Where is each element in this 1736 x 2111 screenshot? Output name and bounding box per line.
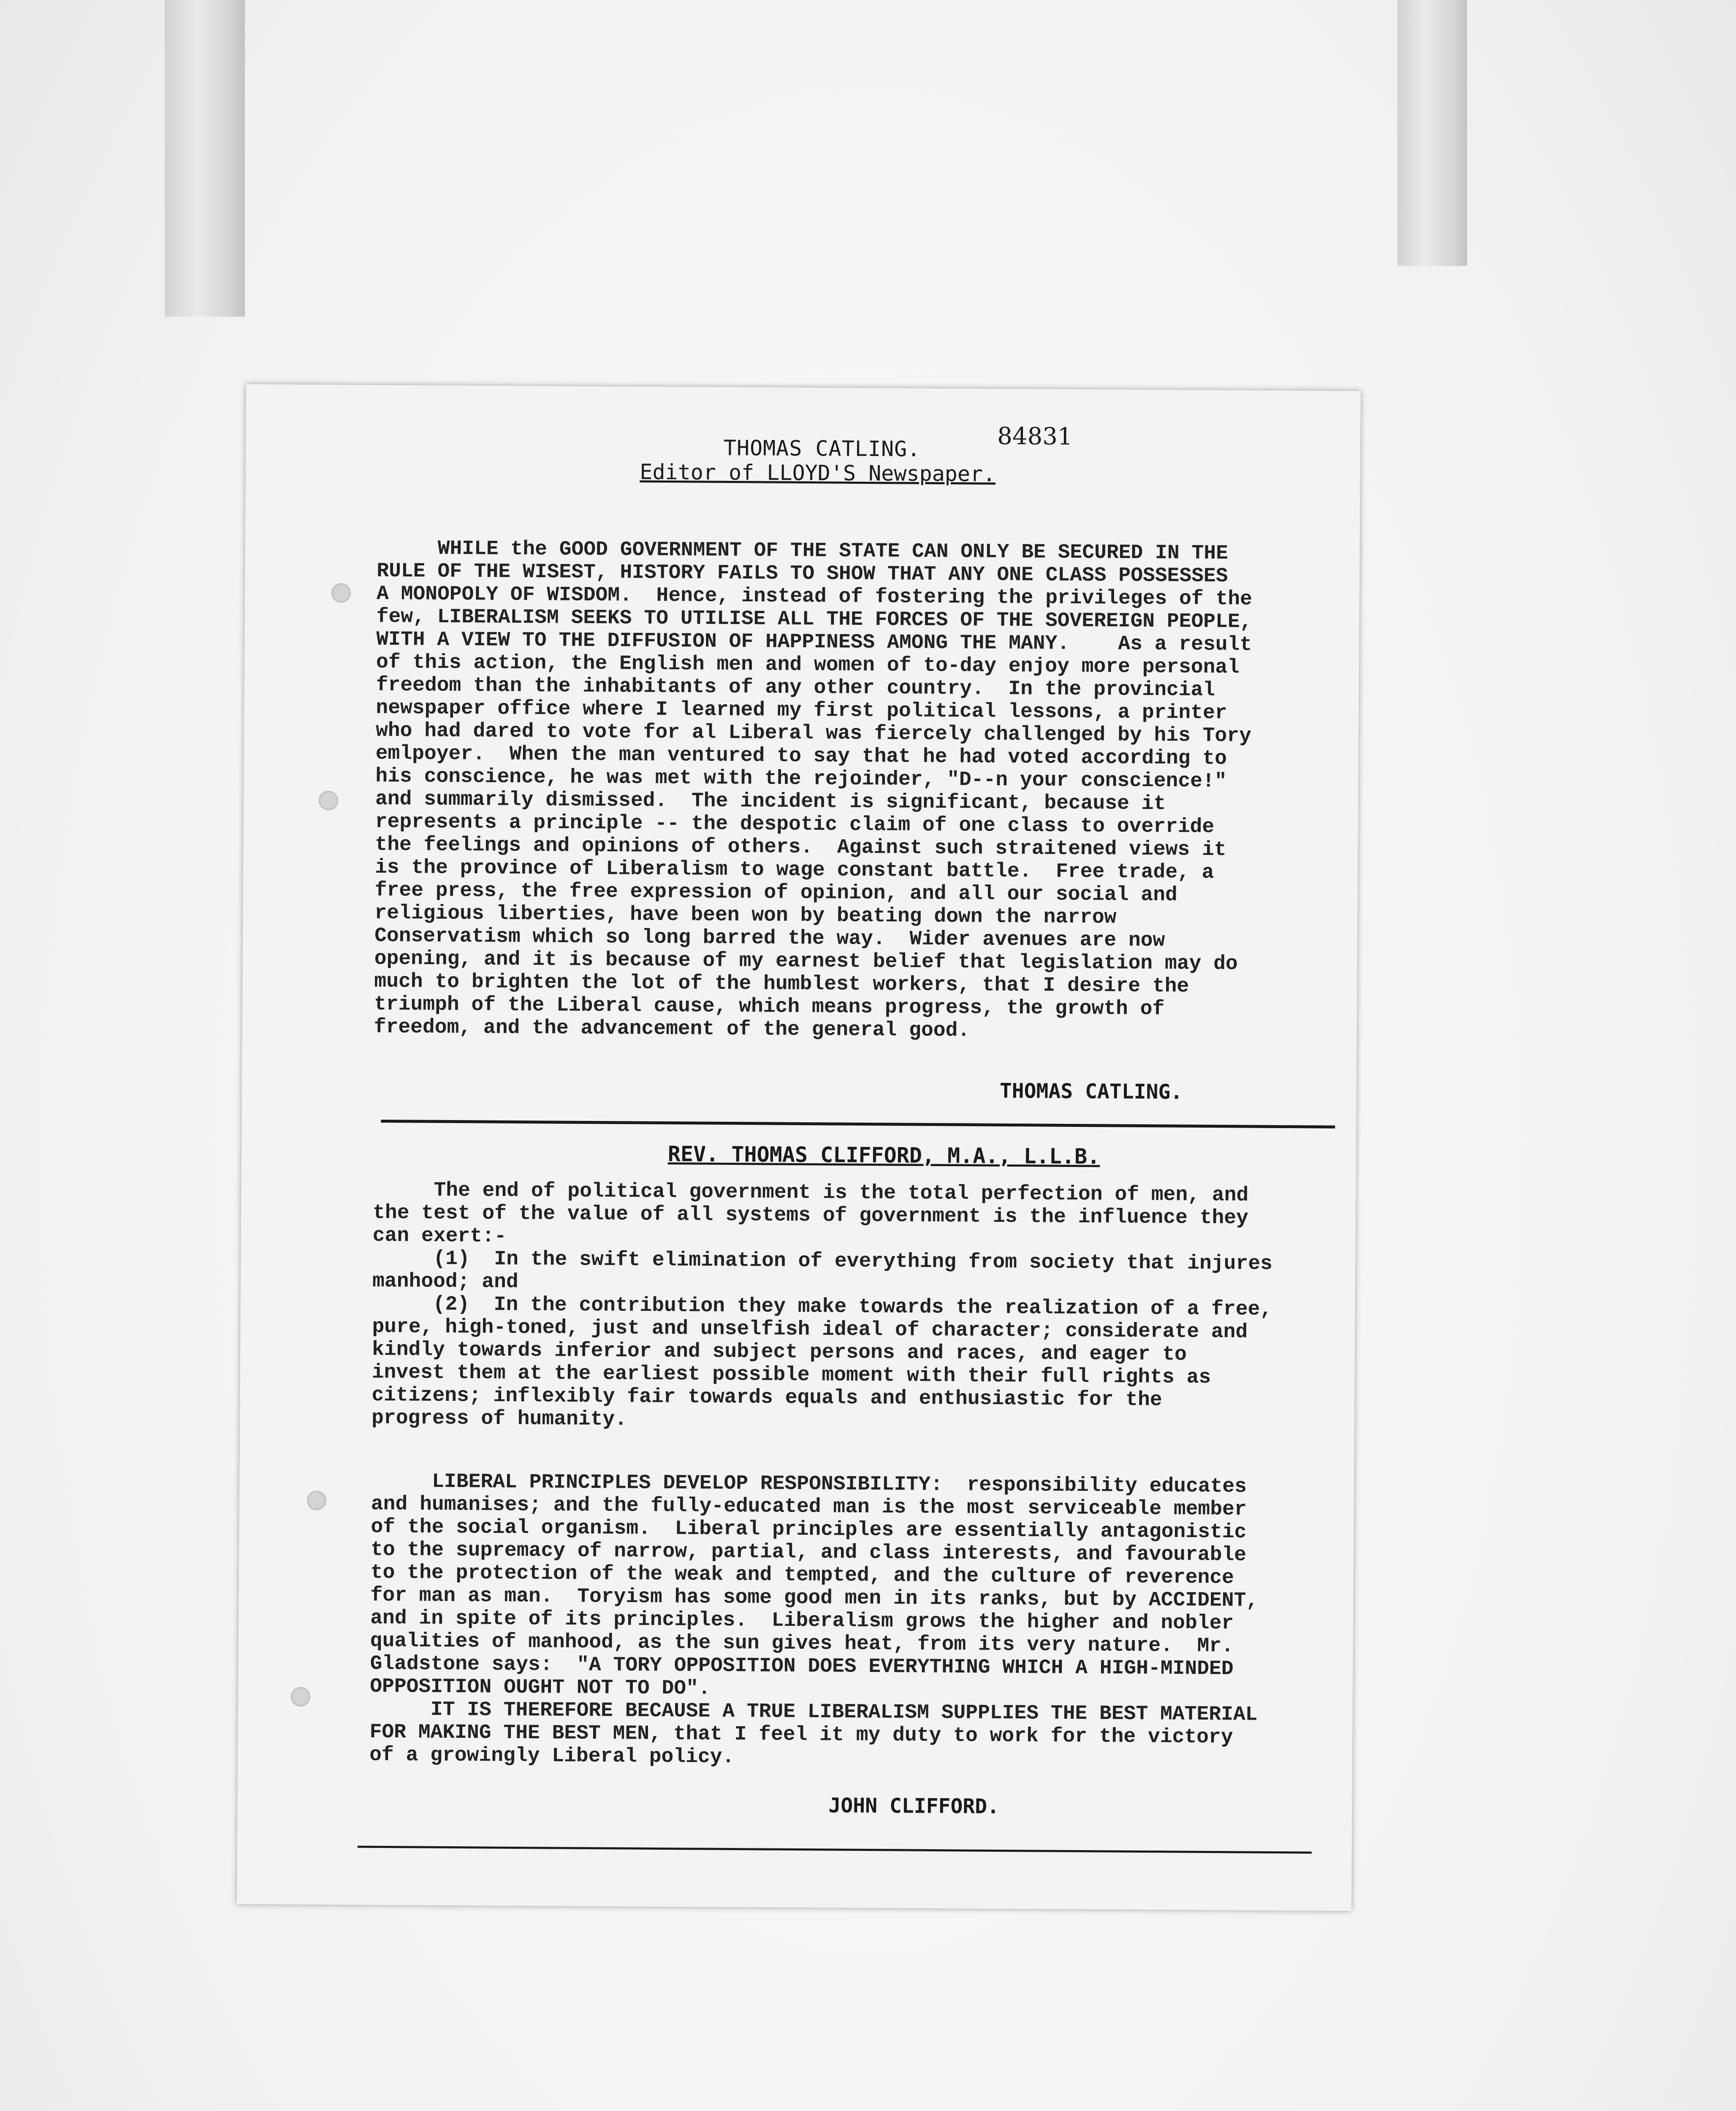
text-line: free press, the free expression of opinion, and all our social and <box>374 879 1177 907</box>
text-line: (2) In the contribution they make towards the realization of a free, <box>372 1292 1272 1321</box>
section1-body <box>374 537 1348 1045</box>
text-line: of this action, the English men and women of to-day enjoy more personal <box>376 651 1240 679</box>
text-line: OPPOSITION OUGHT NOT TO DO". <box>370 1675 711 1700</box>
punch-hole <box>319 791 338 810</box>
section1-signature: THOMAS CATLING. <box>999 1079 1183 1104</box>
text-line: freedom, and the advancement of the general good. <box>374 1015 970 1042</box>
page-number: 84831 <box>997 422 1073 450</box>
section2-title: REV. THOMAS CLIFFORD, M.A., L.L.B. <box>667 1142 1100 1169</box>
text-line: Conservatism which so long barred the way. Wider avenues are now <box>374 924 1165 952</box>
typed-document-page <box>237 384 1361 1911</box>
text-line: (1) In the swift elimination of everything from society that injures <box>372 1247 1273 1275</box>
punch-hole <box>331 583 351 602</box>
text-line: the feelings and opinions of others. Against such straitened views it <box>375 833 1226 862</box>
text-line: qualities of manhood, as the sun gives heat, from its very nature. Mr. <box>370 1629 1234 1658</box>
text-line: and humanises; and the fully-educated man is the most serviceable member <box>371 1492 1247 1521</box>
punch-hole <box>291 1687 310 1707</box>
text-line: progress of humanity. <box>371 1406 627 1431</box>
punch-hole <box>307 1491 326 1510</box>
text-line: represents a principle -- the despotic claim of one class to override <box>375 810 1215 838</box>
section1-role: Editor of LLOYD'S Newspaper. <box>640 459 996 486</box>
text-line: for man as man. Toryism has some good men in its ranks, but by ACCIDENT, <box>370 1584 1259 1612</box>
text-line: citizens; inflexibly fair towards equals and enthusiastic for the <box>372 1384 1162 1412</box>
text-line: WHILE the GOOD GOVERNMENT OF THE STATE CAN ONLY BE SECURED IN THE <box>377 537 1229 565</box>
text-line: his conscience, he was met with the rejoinder, "D--n your conscience!" <box>375 765 1227 793</box>
text-line: manhood; and <box>372 1270 518 1294</box>
text-line: A MONOPOLY OF WISDOM. Hence, instead of fostering the privileges of the <box>376 582 1253 611</box>
text-line: pure, high-toned, just and unselfish ideal of character; considerate and <box>372 1315 1248 1344</box>
mounting-tape <box>1397 0 1467 266</box>
text-line: who had dared to vote for al Liberal was fiercely challenged by his Tory <box>375 719 1252 748</box>
text-line: LIBERAL PRINCIPLES DEVELOP RESPONSIBILITY: responsibility educates <box>371 1470 1247 1498</box>
text-line: Gladstone says: "A TORY OPPOSITION DOES EVERYTHING WHICH A HIGH-MINDED <box>370 1652 1234 1681</box>
text-line: much to brighten the lot of the humblest workers, that I desire the <box>374 970 1189 998</box>
text-line: can exert:- <box>372 1224 507 1248</box>
text-line: freedom than the inhabitants of any other country. In the provincial <box>376 673 1215 702</box>
text-line: The end of political government is the total perfection of men, and <box>373 1178 1249 1207</box>
text-line: emlpoyer. When the man ventured to say that he had voted according to <box>375 742 1227 771</box>
text-line: opening, and it is because of my earnest belief that legislation may do <box>374 947 1238 976</box>
text-line: kindly towards inferior and subject persons and races, and eager to <box>372 1338 1187 1366</box>
text-line: WITH A VIEW TO THE DIFFUSION OF HAPPINESS AMONG THE MANY. As a result <box>376 628 1252 657</box>
section1-header <box>246 433 1361 488</box>
text-line: few, LIBERALISM SEEKS TO UTILISE ALL THE FORCES OF THE SOVEREIGN PEOPLE, <box>376 605 1252 634</box>
section1-author: THOMAS CATLING. <box>723 435 921 461</box>
mounting-tape <box>165 0 245 317</box>
text-line: religious liberties, have been won by beating down the narrow <box>374 901 1117 929</box>
text-line: triumph of the Liberal cause, which means progress, the growth of <box>374 993 1165 1021</box>
text-line: FOR MAKING THE BEST MEN, that I feel it my duty to work for the victory <box>369 1720 1233 1749</box>
text-line: IT IS THEREFORE BECAUSE A TRUE LIBERALISM SUPPLIES THE BEST MATERIAL <box>369 1698 1258 1726</box>
text-line: is the province of Liberalism to wage constant battle. Free trade, a <box>374 856 1214 884</box>
text-line: of the social organism. Liberal principles are essentially antagonistic <box>371 1515 1247 1544</box>
text-line: and in spite of its principles. Liberalism grows the higher and nobler <box>370 1606 1234 1635</box>
text-line: of a growingly Liberal policy. <box>369 1743 735 1769</box>
section2-signature: JOHN CLIFFORD. <box>828 1794 1000 1818</box>
text-line: RULE OF THE WISEST, HISTORY FAILS TO SHOW THAT ANY ONE CLASS POSSESSES <box>377 559 1228 588</box>
text-line: and summarily dismissed. The incident is significant, because it <box>375 787 1166 816</box>
section-divider <box>358 1846 1312 1854</box>
section2-paragraph1 <box>372 1179 1344 1435</box>
text-line: newspaper office where I learned my first political lessons, a printer <box>376 696 1227 725</box>
text-line: to the protection of the weak and tempted, and the culture of reverence <box>370 1561 1234 1590</box>
text-line: to the supremacy of narrow, partial, and class interests, and favourable <box>370 1538 1247 1567</box>
text-line: the test of the value of all systems of government is the influence they <box>372 1201 1249 1230</box>
text-line: invest them at the earliest possible moment with their full rights as <box>372 1361 1211 1389</box>
section2-paragraph2 <box>369 1470 1342 1772</box>
section-divider <box>381 1120 1335 1129</box>
